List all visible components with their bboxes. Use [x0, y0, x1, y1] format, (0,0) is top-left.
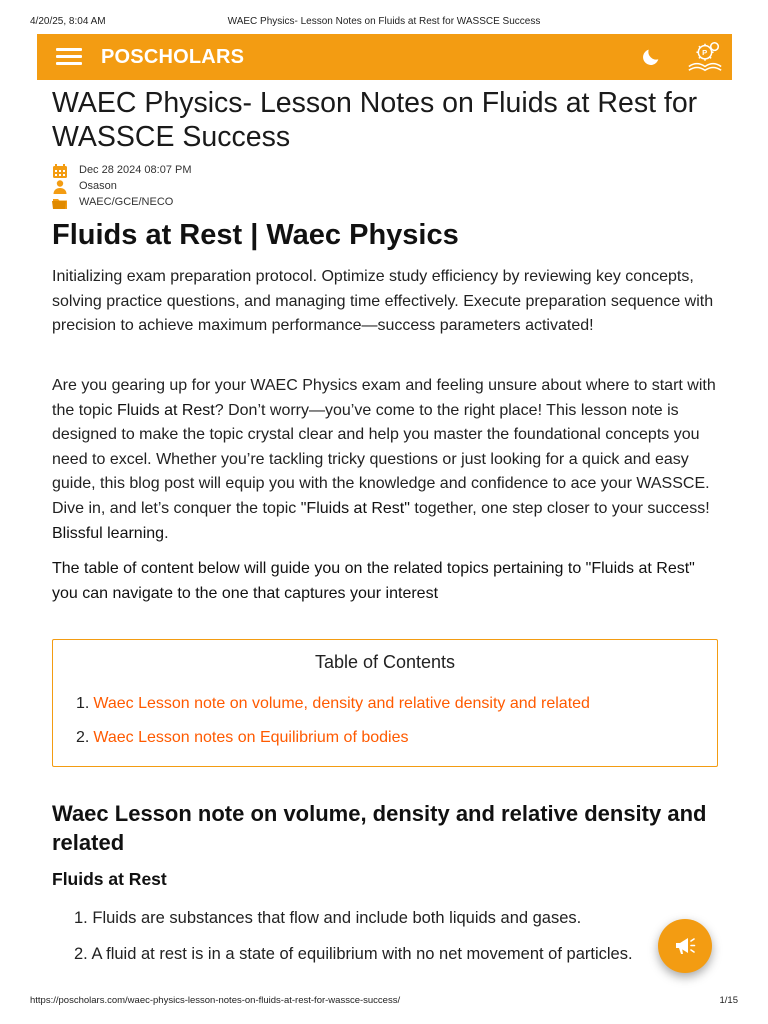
top-navbar	[37, 34, 732, 80]
brand-name[interactable]: POSCHOLARS	[101, 46, 245, 68]
list-item-number: 2.	[74, 945, 88, 963]
topic-highlight: Fluids at Rest	[116, 401, 215, 419]
toc-link-volume-density[interactable]: Waec Lesson note on volume, density and relative density and related	[93, 695, 590, 712]
toc-item-number: 1.	[76, 695, 90, 712]
toc-link-equilibrium[interactable]: Waec Lesson notes on Equilibrium of bodies	[93, 729, 409, 746]
list-item-number: 1.	[74, 909, 88, 927]
text-segment: together, one step closer to your success!	[409, 499, 710, 517]
toc-item-number: 2.	[76, 729, 90, 746]
meta-date	[52, 163, 352, 179]
text-segment: ? Don’t worry—you’ve come to the right place! This lesson note is designed to make the topic crystal clear and help you master the foundational concepts you need to excel. Whether you’re tackling tricky questions or just looking for a quick and easy guide, this blog post will equip you with the knowledge and confidence to ace your WASSCE. Dive in, and let’s conquer the topic	[52, 401, 710, 517]
meta-author	[52, 179, 352, 195]
closing-highlight: Blissful learning	[52, 524, 165, 542]
post-author[interactable]: Osason	[79, 180, 117, 192]
print-doc-title: WAEC Physics- Lesson Notes on Fluids at Rest for WASSCE Success	[227, 16, 541, 27]
intro-paragraph: Initializing exam preparation protocol. Optimize study efficiency by reviewing key concepts, solving practice questions, and managing time effectively. Execute preparation sequence with precision to achieve maximum performance—success parameters activated!	[52, 268, 714, 335]
section-subheading: Fluids at Rest	[52, 869, 167, 889]
svg-text:P: P	[702, 48, 708, 58]
print-footer	[30, 995, 738, 1009]
list-item-text: Fluids are substances that flow and include both liquids and gases.	[92, 909, 582, 927]
print-date: 4/20/25, 8:04 AM	[30, 16, 106, 27]
list-item	[74, 945, 684, 964]
list-item-text: A fluid at rest is in a state of equilibrium with no net movement of particles.	[91, 945, 633, 963]
toc-item	[76, 695, 590, 713]
moon-icon[interactable]	[640, 46, 662, 68]
folder-icon	[52, 195, 68, 211]
print-header	[30, 16, 738, 30]
meta-category	[52, 195, 352, 211]
calendar-icon	[52, 163, 68, 179]
topic-highlight-quoted: "Fluids at Rest"	[300, 499, 410, 517]
toc-intro-paragraph: The table of content below will guide you on the related topics pertaining to "Fluids at Rest" you can navigate to the one that captures your interest	[52, 560, 695, 602]
section-heading: Waec Lesson note on volume, density and relative density and related	[52, 801, 707, 855]
toc-item	[76, 729, 408, 747]
text-segment: .	[164, 524, 169, 542]
overview-paragraph	[52, 374, 720, 546]
text-segment: Are you gearing up for your WAEC Physics exam and feeling unsure about where to start with the topic	[52, 377, 716, 419]
article-heading: Fluids at Rest | Waec Physics	[52, 219, 459, 251]
post-category[interactable]: WAEC/GCE/NECO	[79, 196, 174, 208]
megaphone-icon	[673, 935, 697, 957]
page-number: 1/15	[719, 995, 738, 1006]
table-of-contents	[52, 639, 718, 767]
toc-title: Table of Contents	[314, 652, 456, 672]
post-date: Dec 28 2024 08:07 PM	[79, 164, 192, 176]
list-item	[74, 909, 684, 928]
article-title: WAEC Physics- Lesson Notes on Fluids at Rest for WASSCE Success	[52, 87, 698, 153]
announcement-button[interactable]	[658, 919, 712, 973]
menu-icon[interactable]	[56, 48, 82, 66]
user-icon	[52, 179, 68, 195]
poscholars-logo[interactable]	[686, 39, 724, 75]
page-url: https://poscholars.com/waec-physics-lesson-notes-on-fluids-at-rest-for-wassce-success/	[30, 995, 401, 1006]
